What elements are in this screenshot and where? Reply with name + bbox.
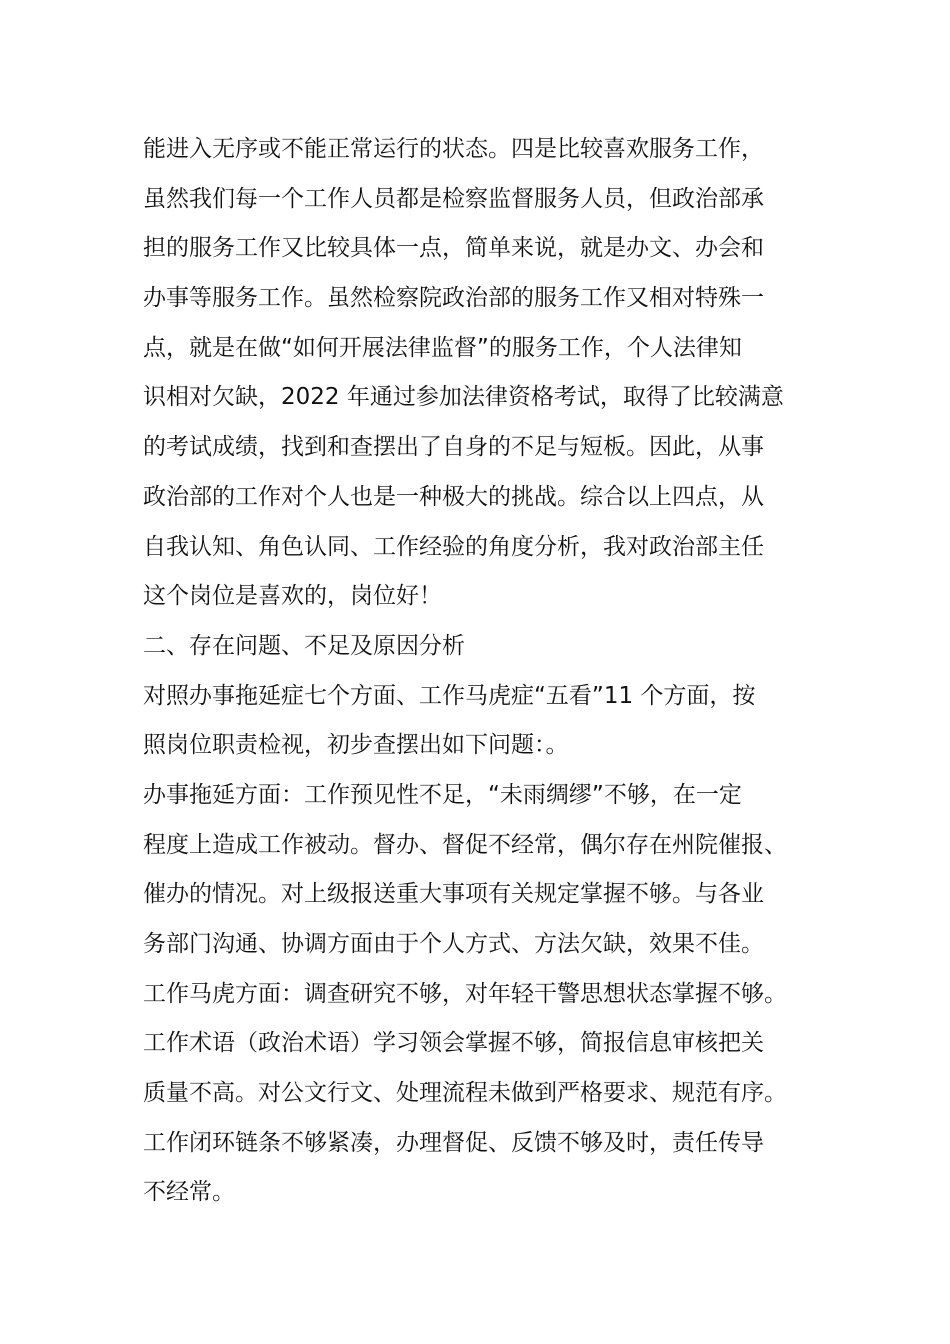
document-body [143,125,843,1218]
text-line: 务部门沟通、协调方面由于个人方式、方法欠缺，效果不佳。 [143,931,764,957]
text-line: 能进入无序或不能正常运行的状态。四是比较喜欢服务工作， [143,136,764,162]
text-line: 工作闭环链条不够紧凑，办理督促、反馈不够及时，责任传导 [143,1129,764,1156]
text-line: 工作马虎方面：调查研究不够，对年轻干警思想状态掌握不够。 [143,980,787,1007]
text-line: 程度上造成工作被动。督办、督促不经常，偶尔存在州院催报、 [143,831,787,858]
section-heading: 二、存在问题、不足及原因分析 [143,632,465,659]
text-line: 照岗位职责检视，初步查摆出如下问题：。 [143,732,569,759]
text-line: 点，就是在做“如何开展法律监督”的服务工作，个人法律知 [143,334,742,361]
text-line: 催办的情况。对上级报送重大事项有关规定掌握不够。与各业 [143,881,764,908]
text-line: 这个岗位是喜欢的，岗位好！ [143,583,442,610]
text-line: 对照办事拖延症七个方面、工作马虎症“五看”11 个方面，按 [143,682,756,709]
text-line: 质量不高。对公文行文、处理流程未做到严格要求、规范有序。 [143,1080,787,1107]
text-line: 识相对欠缺，2022 年通过参加法律资格考试，取得了比较满意 [143,384,784,411]
text-line: 工作术语（政治术语）学习领会掌握不够，简报信息审核把关 [143,1030,764,1057]
text-line: 办事拖延方面：工作预见性不足，“未雨绸缪”不够，在一定 [143,781,742,808]
text-line: 的考试成绩，找到和查摆出了自身的不足与短板。因此，从事 [143,434,764,461]
text-line: 虽然我们每一个工作人员都是检察监督服务人员，但政治部承 [143,185,764,212]
text-line: 担的服务工作又比较具体一点，简单来说，就是办文、办会和 [143,235,764,262]
text-line: 不经常。 [143,1179,235,1206]
text-line: 办事等服务工作。虽然检察院政治部的服务工作又相对特殊一 [143,285,764,312]
text-line: 自我认知、角色认同、工作经验的角度分析，我对政治部主任 [143,533,764,560]
text-line: 政治部的工作对个人也是一种极大的挑战。综合以上四点，从 [143,483,764,510]
